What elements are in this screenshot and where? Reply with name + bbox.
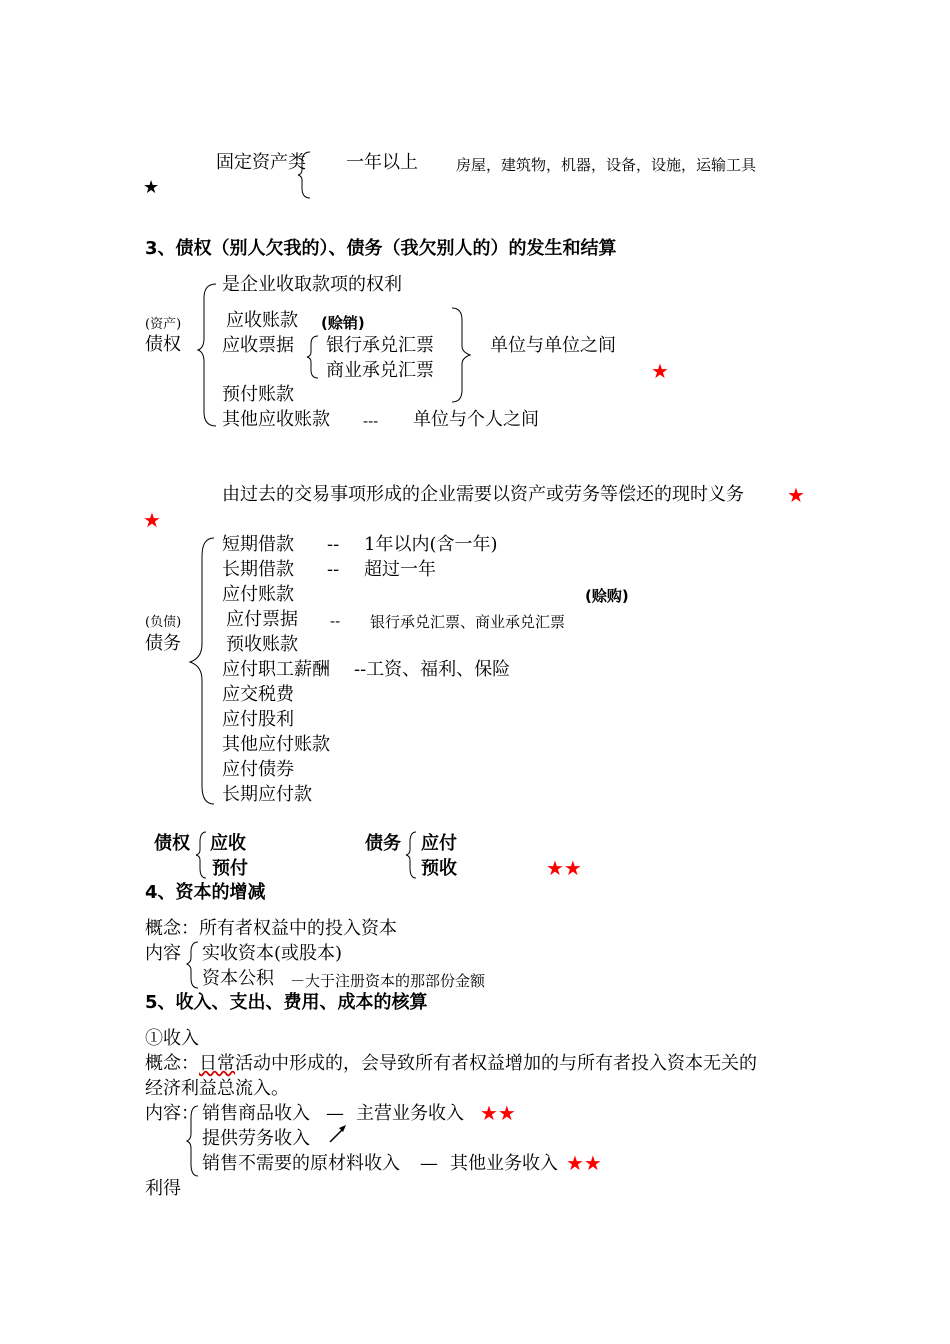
concept-underlined: 日常 <box>199 1053 235 1074</box>
notes-payable-desc: 银行承兑汇票、商业承兑汇票 <box>370 613 566 631</box>
other-payable-item: 其他应付账款 <box>222 734 330 755</box>
between-units-text: 单位与单位之间 <box>490 335 616 356</box>
debts-brace <box>186 536 216 806</box>
prepaid-item: 预付账款 <box>222 384 294 405</box>
section3-heading: 3、债权（别人欠我的）、债务（我欠别人的）的发生和结算 <box>145 238 617 259</box>
salary-item: 应付职工薪酬 <box>222 659 330 680</box>
section5-item1-dash: — <box>326 1103 344 1124</box>
black-star-icon: ★ <box>143 177 160 198</box>
summary-claim-2: 预付 <box>212 858 248 879</box>
payable-note: (赊购) <box>585 587 629 605</box>
advance-item: 预收账款 <box>226 634 298 655</box>
notes-receivable-item: 应收票据 <box>222 335 294 356</box>
section5-brace <box>186 1104 200 1178</box>
red-stars-icon: ★★ <box>546 856 582 880</box>
section4-concept: 概念：所有者权益中的投入资本 <box>145 918 397 939</box>
section5-item3-result: 其他业务收入 <box>450 1153 558 1174</box>
summary-claim-1: 应收 <box>210 833 246 854</box>
arrow-icon <box>326 1122 350 1146</box>
red-star-icon: ★ <box>651 359 669 383</box>
section4-content-label: 内容 <box>145 943 181 964</box>
section4-item2-desc: －大于注册资本的那部份金额 <box>290 972 486 990</box>
summary-debt-label: 债务 <box>365 833 401 854</box>
other-receivable-item: 其他应收账款 <box>222 409 330 430</box>
short-loan-item: 短期借款 <box>222 534 294 555</box>
section4-item1: 实收资本(或股本) <box>202 943 343 964</box>
notes-brace <box>306 334 320 380</box>
debts-definition: 由过去的交易事项形成的企业需要以资产或劳务等偿还的现时义务 <box>222 484 744 505</box>
receivable-note: (赊销) <box>321 314 365 332</box>
section5-heading: 5、收入、支出、费用、成本的核算 <box>145 992 428 1013</box>
claims-definition: 是企业收取款项的权利 <box>222 274 402 295</box>
section4-brace <box>186 940 200 990</box>
section5-item1: 销售商品收入 <box>202 1103 310 1124</box>
claims-brace <box>196 282 218 428</box>
summary-claim-brace <box>196 830 208 880</box>
unit-person-text: 单位与个人之间 <box>413 409 539 430</box>
claims-label: 债权 <box>145 334 181 355</box>
bonds-item: 应付债券 <box>222 759 294 780</box>
section5-content-label: 内容： <box>145 1103 199 1124</box>
short-loan-desc: 1年以内(含一年) <box>364 534 498 555</box>
long-loan-desc: 超过一年 <box>364 559 436 580</box>
section5-sub1: ①收入 <box>145 1028 199 1049</box>
summary-claim-label: 债权 <box>154 833 190 854</box>
tax-item: 应交税费 <box>222 684 294 705</box>
section5-item3: 销售不需要的原材料收入 <box>202 1153 400 1174</box>
salary-desc: --工资、福利、保险 <box>354 659 511 680</box>
section4-item2: 资本公积 <box>202 968 274 989</box>
summary-debt-2: 预收 <box>421 858 457 879</box>
long-loan-item: 长期借款 <box>222 559 294 580</box>
fixed-assets-examples: 房屋，建筑物，机器，设备，设施，运输工具 <box>456 156 757 174</box>
red-star-icon: ★ <box>787 483 805 507</box>
notes-payable-item: 应付票据 <box>226 609 298 630</box>
summary-debt-1: 应付 <box>421 833 457 854</box>
fixed-assets-title: 固定资产类 <box>216 152 306 173</box>
claims-tag: (资产) <box>145 317 182 332</box>
red-stars-icon: ★★ <box>566 1151 602 1175</box>
section5-concept-line1 <box>145 1053 757 1075</box>
bank-draft-item: 银行承兑汇票 <box>326 335 434 356</box>
notes-payable-dash: -- <box>330 612 341 630</box>
receivable-item: 应收账款 <box>226 310 298 331</box>
summary-debt-brace <box>406 830 418 880</box>
long-payable-item: 长期应付款 <box>222 784 312 805</box>
payable-item: 应付账款 <box>222 584 294 605</box>
section5-item3-dash: — <box>420 1153 438 1174</box>
concept-rest: 活动中形成的，会导致所有者权益增加的与所有者投入资本无关的 <box>235 1053 757 1074</box>
debts-tag: (负债) <box>145 615 182 630</box>
dividend-item: 应付股利 <box>222 709 294 730</box>
section5-item1-result: 主营业务收入 <box>356 1103 464 1124</box>
red-star-icon: ★ <box>143 508 161 532</box>
red-stars-icon: ★★ <box>480 1101 516 1125</box>
debts-label: 债务 <box>145 633 181 654</box>
short-loan-dash: -- <box>327 534 340 555</box>
section5-item2: 提供劳务收入 <box>202 1128 310 1149</box>
section5-gains: 利得 <box>145 1178 181 1199</box>
fixed-assets-brace <box>298 150 312 200</box>
other-receivable-dash: --- <box>363 412 379 430</box>
long-loan-dash: -- <box>327 559 340 580</box>
section4-heading: 4、资本的增减 <box>145 882 266 903</box>
fixed-assets-period: 一年以上 <box>346 152 418 173</box>
between-units-brace <box>450 306 474 404</box>
commercial-draft-item: 商业承兑汇票 <box>326 360 434 381</box>
section5-concept-line2: 经济利益总流入。 <box>145 1078 289 1099</box>
concept-prefix: 概念： <box>145 1053 199 1074</box>
